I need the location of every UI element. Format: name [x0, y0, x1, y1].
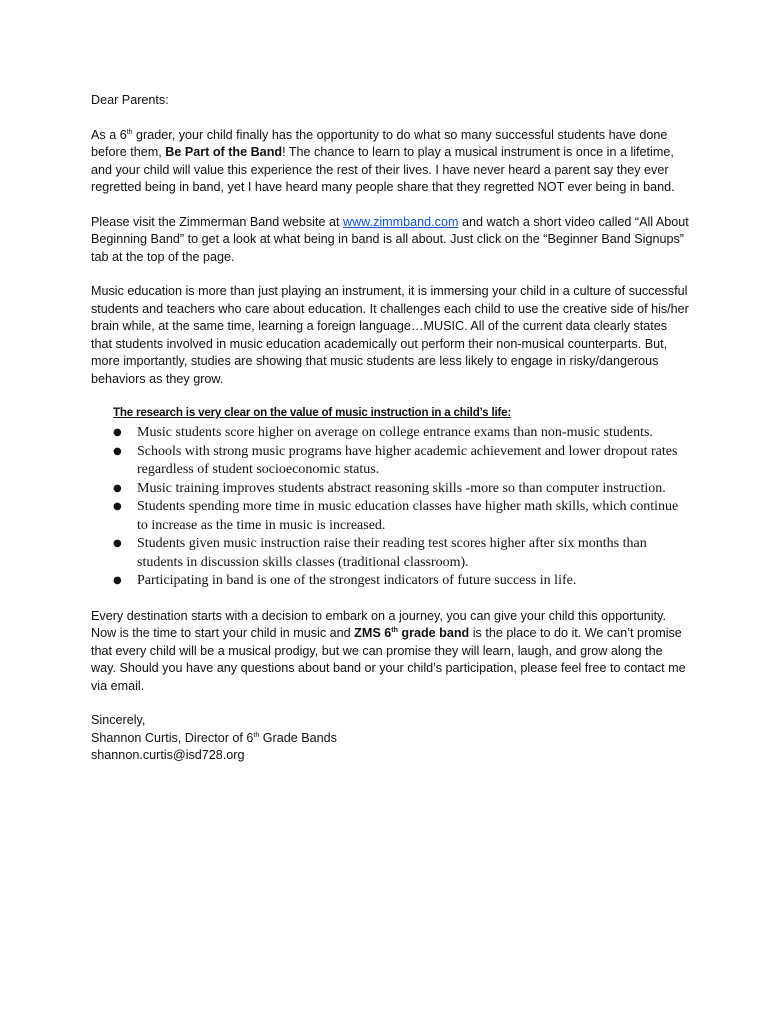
research-bullet-list: [113, 424, 691, 591]
music-education-paragraph: Music education is more than just playing an instrument, it is immersing your child in a culture of successful students and teachers who care about education. It challenges each child to use the creative side of his/her brain while, at the same time, learning a foreign language…MUSIC. All of the current data clearly states that students involved in music education academically out perform their non-musical counterparts. But, more importantly, studies are showing that music students are less likely to engage in risky/dangerous behaviors as they grow.: [91, 284, 689, 386]
salutation: Dear Parents:: [91, 93, 169, 107]
list-item: ● Students spending more time in music education classes have higher math skills, which continue to increase as the time in music is increased.: [113, 498, 691, 535]
closing-superscript: th: [391, 626, 398, 634]
signer-email: shannon.curtis@isd728.org: [91, 748, 245, 762]
zimmband-website-link[interactable]: www.zimmband.com: [342, 214, 459, 229]
intro-superscript: th: [126, 128, 133, 136]
list-item: ● Schools with strong music programs have higher academic achievement and lower dropout rates regardless of student socioeconomic status.: [113, 443, 691, 480]
list-item: ● Music training improves students abstract reasoning skills -more so than computer instruction.: [113, 480, 691, 499]
research-heading: The research is very clear on the value of music instruction in a child’s life:: [113, 406, 512, 419]
closing-text-1: Every destination starts with a decision to embark on a journey, you can give your child this opportunity. Now is the time to start your child in music and: [91, 608, 666, 640]
website-paragraph: [91, 214, 691, 267]
zms-text: ZMS 6: [354, 626, 392, 640]
intro-text-2: grader, your child finally has the opportunity to do what so many successful students have done before them,: [91, 127, 668, 159]
list-item: ● Participating in band is one of the strongest indicators of future success in life.: [113, 572, 691, 591]
signer-name: [91, 730, 691, 748]
website-text-2: and watch a short video called “All About Beginning Band” to get a look at what being in band is all about. Just click on the “Beginner Band Signups” tab at the top of the page.: [91, 214, 689, 264]
signer-text-2: Grade Bands: [259, 730, 337, 745]
be-part-of-band-emphasis: Be Part of the Band: [165, 145, 283, 159]
closing-paragraph: [91, 608, 691, 696]
grade-band-text: grade band: [397, 626, 470, 640]
closing-text-2: is the place to do it. We can’t promise that every child will be a musical prodigy, but we can promise they will learn, laugh, and grow along the way. Should you have any questions about band or your child’s participation, please feel free to contact me via email.: [91, 626, 686, 693]
letter: [91, 92, 691, 765]
zms-grade-band-emphasis: [354, 626, 469, 640]
signer-text-1: Shannon Curtis, Director of 6: [91, 730, 254, 745]
intro-text-3: ! The chance to learn to play a musical instrument is once in a lifetime, and your child will value this experience the rest of their lives. I have never heard a parent say they ever regretted being in band, yet I have heard many people share that they regretted NOT ever being in band.: [91, 145, 675, 194]
signer-superscript: th: [253, 731, 260, 739]
website-text-1: Please visit the Zimmerman Band website at: [91, 214, 343, 229]
intro-text-1: As a 6: [91, 127, 127, 142]
list-item: ● Music students score higher on average on college entrance exams than non-music students.: [113, 424, 691, 443]
list-item: ● Students given music instruction raise their reading test scores higher after six months than students in discussion skills classes (traditional classroom).: [113, 535, 691, 572]
valediction: Sincerely,: [91, 713, 146, 727]
signature-block: [91, 712, 691, 765]
intro-paragraph: [91, 127, 691, 197]
research-section: [113, 403, 691, 591]
